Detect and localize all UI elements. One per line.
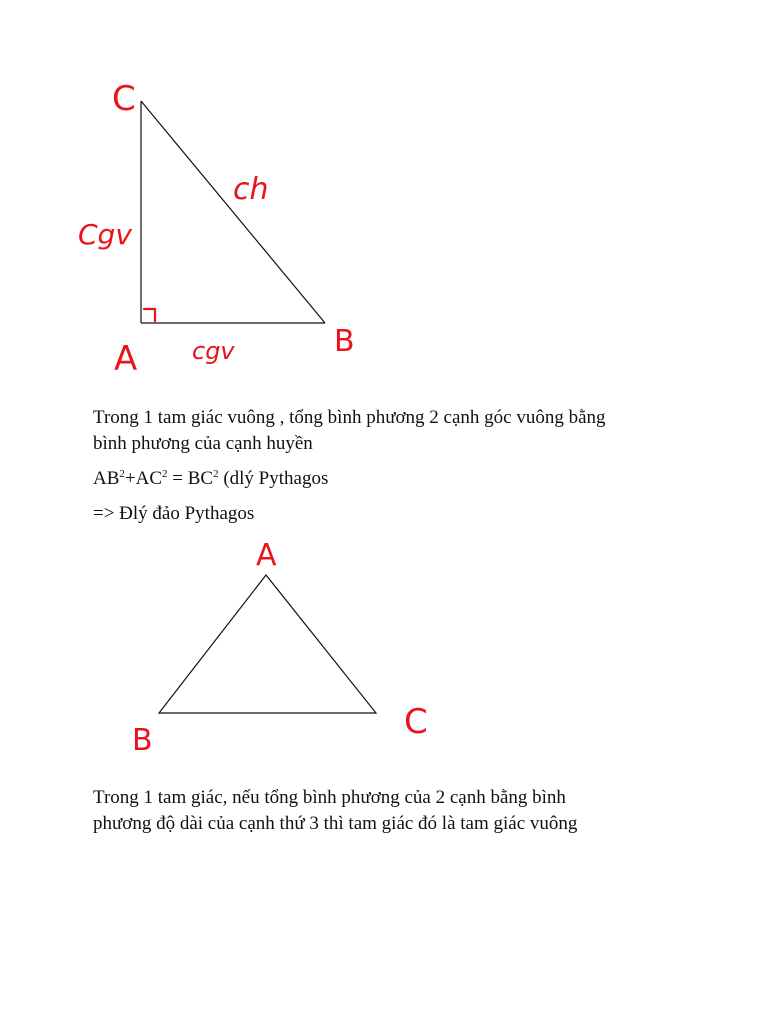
leg-vertical-label: Cgv [78,218,132,251]
fig2-vertex-c-label: C [404,702,428,742]
vertex-a-label: A [114,339,138,379]
formula-eq-bc: = BC [167,468,214,489]
triangle-abc [159,575,376,713]
statement-line-1: Trong 1 tam giác vuông , tổng bình phương 2 cạnh góc vuông bằng [93,407,606,428]
vertex-b-label: B [334,324,355,359]
formula-tail: (dlý Pythagos [218,468,329,489]
formula-plus-ac: +AC [124,468,163,489]
fig2-vertex-b-label: B [132,723,153,758]
leg-horizontal-label: cgv [192,337,235,365]
fig2-vertex-a-label: A [256,538,277,573]
formula-exp-1: 2 [119,468,125,480]
formula-ab: AB [93,468,120,489]
statement-line-2: bình phương của cạnh huyền [93,433,313,454]
converse-line-1: Trong 1 tam giác, nếu tổng bình phương của 2 cạnh bằng bình [93,787,566,808]
converse-statement [93,785,693,837]
converse-text: => Đlý đảo Pythagos [93,503,255,524]
formula-exp-3: 2 [213,468,219,480]
converse-line-2: phương độ dài của cạnh thứ 3 thì tam giác đó là tam giác vuông [93,813,578,834]
hypotenuse-label: ch [233,172,269,207]
formula-exp-2: 2 [162,468,168,480]
vertex-c-label: C [112,79,136,119]
